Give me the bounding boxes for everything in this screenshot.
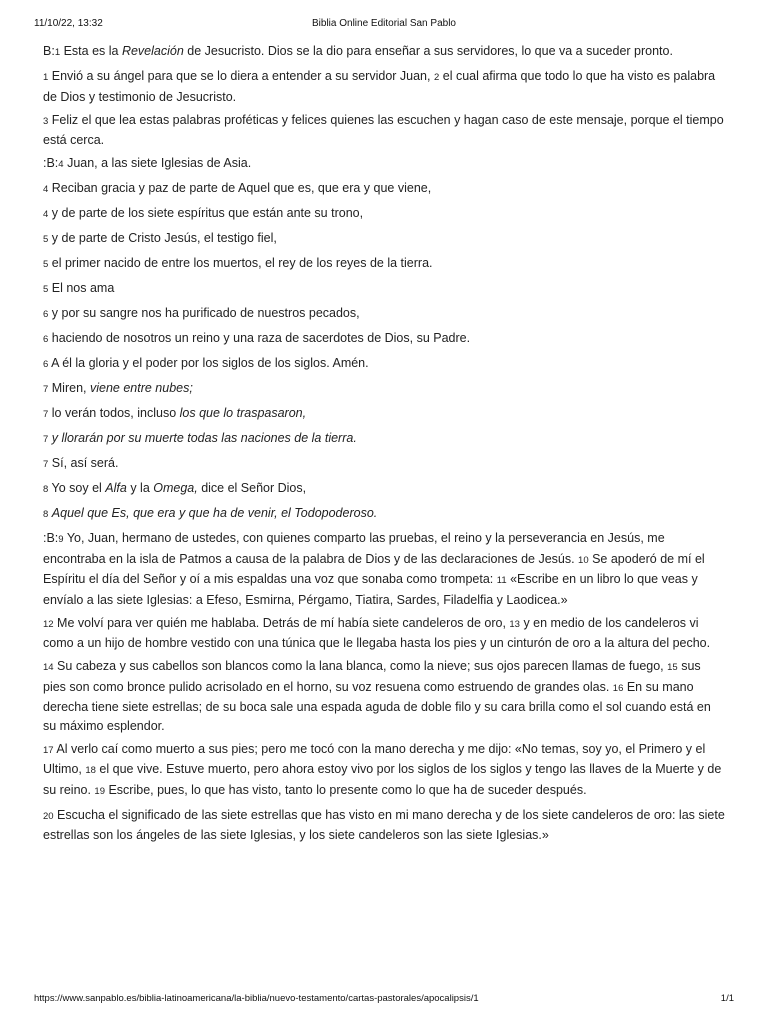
verse-paragraph — [43, 329, 725, 350]
verse-number: 2 — [433, 72, 440, 83]
verse-paragraph — [43, 529, 725, 609]
verse-text: :B: — [43, 156, 59, 170]
verse-text: :B: — [43, 531, 59, 545]
verse-paragraph — [43, 179, 725, 200]
verse-text: el que vive. Estuve muerto, pero ahora estoy vivo por los siglos de los siglos y tengo las llaves de la Muerte y de su reino. — [43, 762, 722, 797]
verse-number: 20 — [43, 810, 54, 822]
verse-number: 1 — [54, 47, 61, 58]
verse-paragraph — [43, 504, 725, 525]
verse-number: 14 — [43, 662, 54, 673]
verse-text: sus pies son como bronce pulido acrisolado en el horno, su voz resuena como estruendo de grandes olas. — [43, 659, 701, 694]
verse-text: y en medio de los candeleros vi como a un hijo de hombre vestido con una túnica que le llegaba hasta los pies y un cinturón de oro a la altura del pecho. — [43, 615, 711, 650]
verse-text: Se apoderó de mí el Espíritu el día del Señor y oí a mis espaldas una voz que sonaba como trompeta: — [43, 551, 705, 586]
verse-number: 19 — [94, 785, 105, 797]
verse-number: 5 — [43, 284, 49, 295]
verse-number: 15 — [667, 662, 678, 673]
verse-text: «Escribe en un libro lo que veas y envíalo a las siete Iglesias: a Efeso, Esmirna, Pérgamo, Tiatira, Sardes, Filadelfia y Laodicea.» — [43, 572, 698, 607]
verse-number: 8 — [43, 484, 49, 495]
verse-text: el cual afirma que todo lo que ha visto es palabra de Dios y testimonio de Jesucristo. — [43, 69, 716, 104]
verse-italic-text: y llorarán por su muerte todas las naciones de la tierra. — [51, 431, 357, 445]
verse-text: dice el Señor Dios, — [197, 481, 307, 495]
verse-number: 1 — [43, 72, 49, 83]
verse-number: 4 — [43, 184, 49, 195]
verse-text: lo verán todos, incluso — [48, 406, 180, 420]
verse-text: y de parte de los siete espíritus que están ante su trono, — [48, 206, 364, 220]
verse-paragraph — [43, 279, 725, 300]
verse-paragraph — [43, 254, 725, 275]
verse-paragraph — [43, 379, 725, 400]
verse-paragraph — [43, 304, 725, 325]
verse-italic-text: viene entre nubes; — [89, 381, 193, 395]
verse-text: Su cabeza y sus cabellos son blancos como la lana blanca, como la nieve; sus ojos parecen llamas de fuego, — [53, 659, 668, 673]
verse-text: Escucha el significado de las siete estrellas que has visto en mi mano derecha y de los siete candeleros de oro: las siete estrellas son los ángeles de las siete Iglesias, y los siete candeleros son las siete Iglesias.» — [43, 807, 725, 842]
verse-number: 17 — [43, 744, 54, 756]
verse-paragraph — [43, 454, 725, 475]
verse-number: 13 — [509, 618, 520, 630]
bible-text — [43, 42, 725, 849]
verse-text: Yo, Juan, hermano de ustedes, con quienes comparto las pruebas, el reino y la perseverancia en Jesús, me encontraba en la isla de Patmos a causa de la palabra de Dios y de las declaraciones de Jesús. — [43, 531, 665, 566]
verse-number: 4 — [43, 209, 49, 220]
print-footer — [0, 993, 768, 1007]
verse-text: Me volví para ver quién me hablaba. Detrás de mí había siete candeleros de oro, — [53, 615, 510, 630]
verse-paragraph — [43, 154, 725, 175]
verse-italic-text: Aquel que Es, que era y que ha de venir, el Todopoderoso. — [51, 506, 378, 520]
verse-paragraph — [43, 67, 725, 106]
verse-number: 7 — [43, 409, 49, 420]
verse-number: 8 — [43, 509, 49, 520]
verse-paragraph — [43, 111, 725, 150]
verse-text: A él la gloria y el poder por los siglos de los siglos. Amén. — [48, 356, 369, 370]
page-number: 1/1 — [720, 993, 734, 1004]
verse-text: B: — [43, 44, 55, 58]
verse-text: de Jesucristo. Dios se la dio para enseñar a sus servidores, lo que va a suceder pronto. — [183, 44, 673, 58]
verse-text: y la — [126, 481, 154, 495]
verse-paragraph — [43, 429, 725, 450]
verse-text: Envió a su ángel para que se lo diera a entender a su servidor Juan, — [48, 69, 434, 83]
verse-italic-text: Revelación — [121, 44, 184, 58]
verse-text: Juan, a las siete Iglesias de Asia. — [63, 156, 252, 170]
verse-number: 12 — [43, 618, 54, 630]
print-header — [0, 18, 768, 32]
verse-paragraph — [43, 404, 725, 425]
verse-italic-text: Alfa — [105, 481, 127, 495]
verse-number: 5 — [43, 234, 49, 245]
verse-number: 6 — [43, 309, 49, 320]
verse-text: y por su sangre nos ha purificado de nuestros pecados, — [48, 306, 360, 320]
verse-number: 16 — [612, 682, 624, 694]
verse-text: El nos ama — [48, 281, 115, 295]
verse-number: 5 — [43, 259, 49, 270]
verse-text: haciendo de nosotros un reino y una raza de sacerdotes de Dios, su Padre. — [48, 331, 471, 345]
print-datetime: 11/10/22, 13:32 — [34, 18, 103, 29]
verse-number: 7 — [43, 384, 49, 395]
verse-paragraph — [43, 479, 725, 500]
verse-paragraph — [43, 354, 725, 375]
verse-number: 7 — [43, 459, 49, 470]
verse-number: 7 — [43, 434, 49, 445]
verse-text: Al verlo caí como muerto a sus pies; pero me tocó con la mano derecha y me dijo: «No temas, soy yo, el Primero y el Ultimo, — [43, 741, 706, 776]
verse-number: 6 — [43, 334, 49, 345]
verse-paragraph — [43, 204, 725, 225]
verse-number: 11 — [496, 575, 507, 586]
verse-number: 4 — [58, 159, 64, 170]
verse-paragraph — [43, 614, 725, 653]
verse-text: Miren, — [48, 381, 90, 395]
verse-paragraph — [43, 806, 725, 845]
verse-text: Feliz el que lea estas palabras proféticas y felices quienes las escuchen y hagan caso de este mensaje, porque el tiempo está cerca. — [43, 112, 724, 147]
verse-text: En su mano derecha tiene siete estrellas; de su boca sale una espada aguda de doble filo y su cara brilla como el sol cuando está en su máximo esplendor. — [43, 679, 711, 733]
verse-paragraph — [43, 42, 725, 63]
verse-text: y de parte de Cristo Jesús, el testigo fiel, — [48, 231, 277, 245]
verse-text: el primer nacido de entre los muertos, el rey de los reyes de la tierra. — [48, 256, 433, 270]
verse-italic-text: Omega, — [153, 481, 198, 495]
verse-italic-text: los que lo traspasaron, — [179, 406, 307, 420]
verse-paragraph — [43, 740, 725, 802]
verse-number: 18 — [85, 765, 96, 776]
page-title: Biblia Online Editorial San Pablo — [312, 18, 456, 29]
verse-text: Escribe, pues, lo que has visto, tanto lo presente como lo que ha de suceder después. — [105, 782, 587, 797]
verse-paragraph — [43, 657, 725, 735]
verse-number: 6 — [43, 359, 49, 370]
verse-number: 10 — [578, 554, 589, 566]
verse-text: Esta es la — [60, 44, 122, 58]
page-url: https://www.sanpablo.es/biblia-latinoamericana/la-biblia/nuevo-testamento/cartas-pastorales/apocalipsis/1 — [34, 993, 479, 1004]
verse-text: Sí, así será. — [48, 456, 119, 470]
verse-number: 9 — [58, 534, 64, 545]
verse-number: 3 — [43, 115, 49, 127]
verse-text: Yo soy el — [48, 481, 106, 495]
verse-paragraph — [43, 229, 725, 250]
verse-text: Reciban gracia y paz de parte de Aquel que es, que era y que viene, — [48, 181, 432, 195]
